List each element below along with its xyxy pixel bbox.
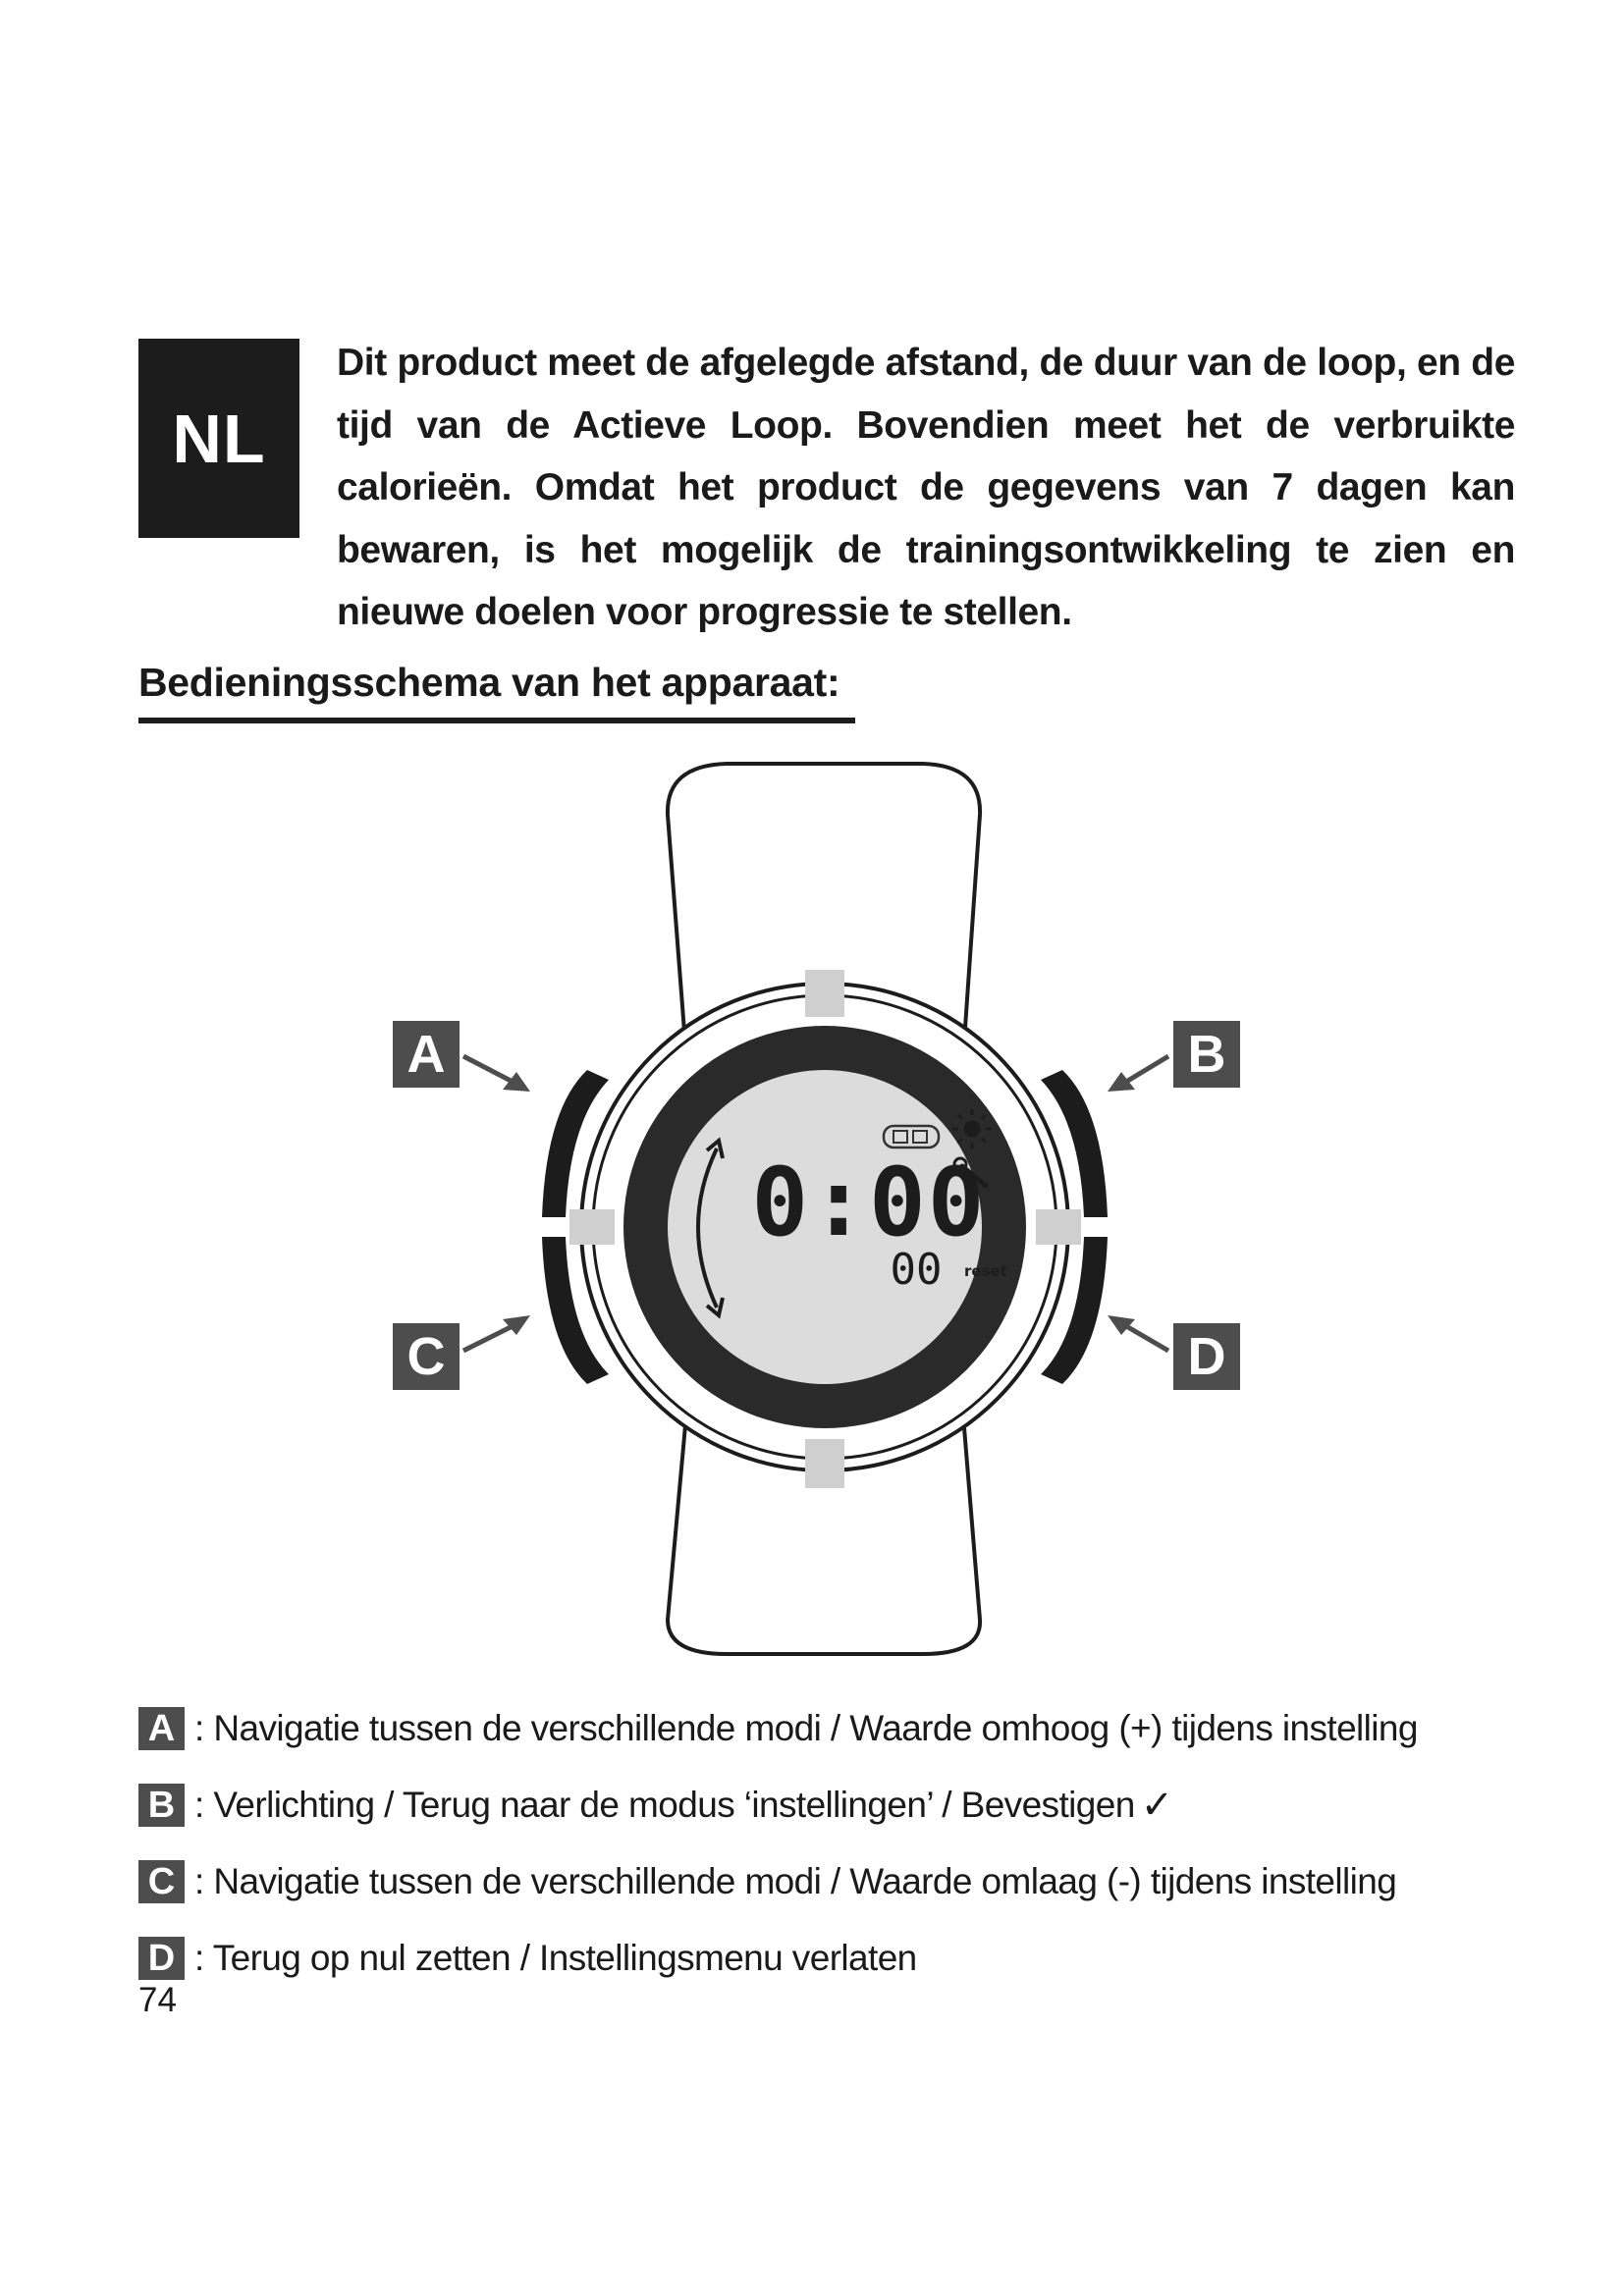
svg-text:A: A (406, 1025, 446, 1084)
svg-text:B: B (1187, 1025, 1226, 1084)
lcd-sub-value: 00 (890, 1245, 943, 1295)
legend-text-d: : Terug op nul zetten / Instellingsmenu verlaten (194, 1938, 917, 1978)
checkmark-icon: ✓ (1140, 1784, 1174, 1827)
section-title: Bedieningsschema van het apparaat: (138, 660, 840, 705)
lcd-reset-label: reset (964, 1262, 1007, 1280)
legend-text-c: : Navigatie tussen de verschillende modi / Waarde omlaag (-) tijdens instelling (194, 1861, 1397, 1901)
legend-text-a: : Navigatie tussen de verschillende modi / Waarde omhoog (+) tijdens instelling (194, 1708, 1418, 1748)
legend-key-b: B (138, 1784, 185, 1827)
legend-item-b (138, 1767, 1513, 1843)
intro-paragraph: Dit product meet de afgelegde afstand, de duur van de loop, en de tijd van de Actieve Loop. Bovendien meet het de verbruikte calorieën. Omdat het product de gegevens van 7 dagen kan bewaren, is het mogelijk de trainingsontwikkeling te zien en nieuwe doelen voor progressie te stellen. (337, 342, 1515, 633)
legend-text-b: : Verlichting / Terug naar de modus ‘instellingen’ / Bevestigen (194, 1785, 1135, 1825)
callout-a (393, 1021, 530, 1092)
legend-key-d: D (138, 1937, 185, 1980)
svg-text:D: D (1187, 1327, 1226, 1386)
callout-b (1108, 1021, 1240, 1092)
legend-item-c (138, 1843, 1513, 1920)
callout-d (1108, 1315, 1240, 1390)
legend-item-d (138, 1920, 1513, 1997)
language-badge: NL (138, 339, 299, 538)
legend-item-a (138, 1690, 1513, 1767)
page-number: 74 (138, 1981, 177, 2019)
legend-key-a: A (138, 1707, 185, 1750)
svg-text:C: C (406, 1327, 446, 1386)
lcd-main-time: 0:00 (751, 1148, 987, 1257)
backlight-sun-icon (952, 1109, 992, 1148)
watch-diagram (373, 756, 1276, 1659)
callout-c (393, 1315, 530, 1390)
section-underline (138, 718, 855, 723)
legend-key-c: C (138, 1860, 185, 1903)
button-legend (138, 1690, 1513, 1997)
